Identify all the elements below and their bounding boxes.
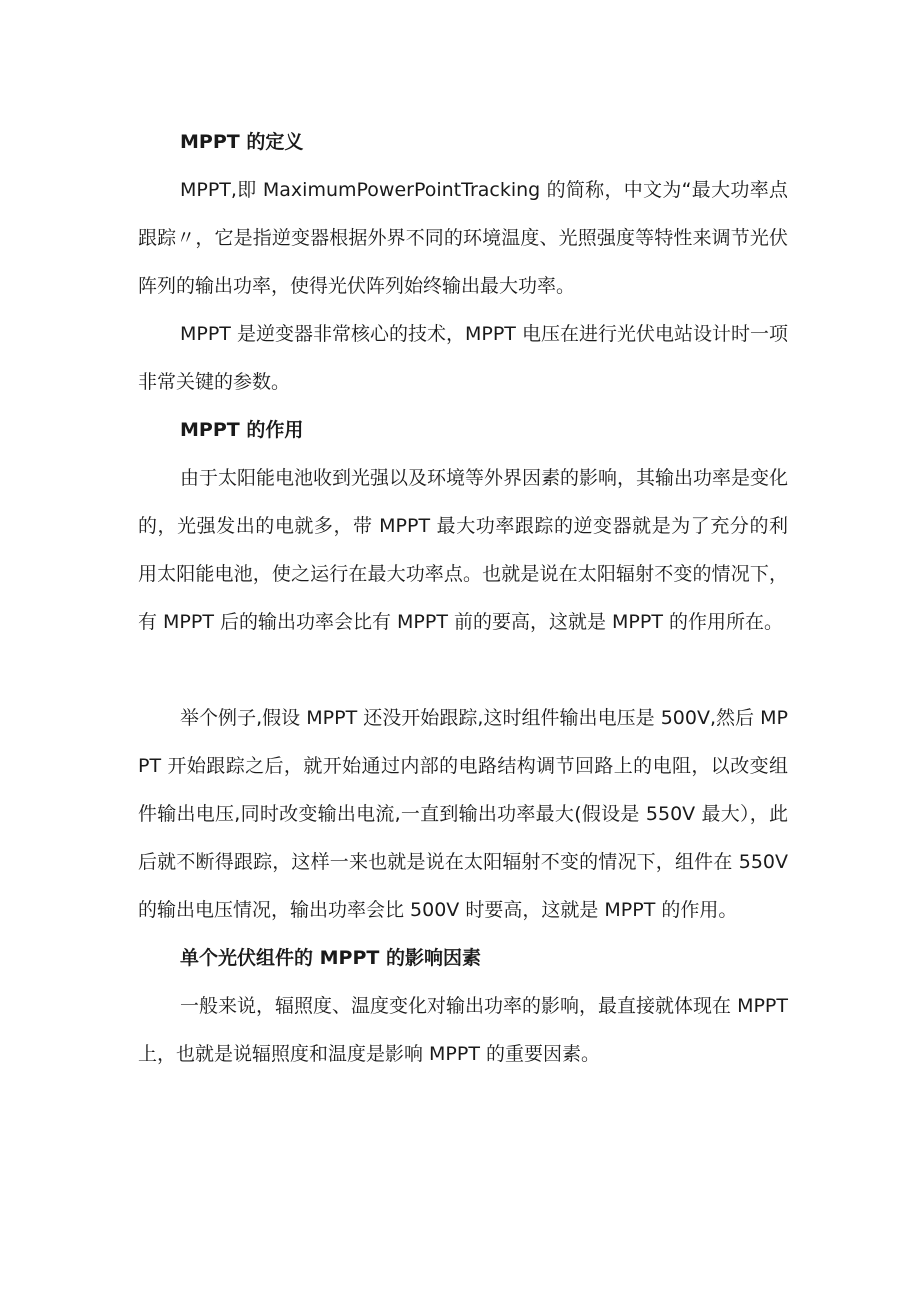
heading-mppt-factors: 单个光伏组件的 MPPT 的影响因素 xyxy=(180,947,481,969)
heading-mppt-function: MPPT 的作用 xyxy=(180,419,304,441)
paragraph-mppt-function-example: 举个例子,假设 MPPT 还没开始跟踪,这时组件输出电压是 500V,然后 MPPT 开始跟踪之后，就开始通过内部的电路结构调节回路上的电阻，以改变组件输出电压,同时改变输出电流,一直到输出功率最大(假设是 550V 最大），此后就不断得跟踪，这样一来也就是说在太阳辐射不变的情况下，组件在 550V 的输出电压情况，输出功率会比 500V 时要高，这就是 MPPT 的作用。 xyxy=(138,707,788,921)
heading-mppt-definition: MPPT 的定义 xyxy=(180,131,304,153)
paragraph-mppt-definition-1: MPPT,即 MaximumPowerPointTracking 的简称，中文为“最大功率点跟踪〃，它是指逆变器根据外界不同的环境温度、光照强度等特性来调节光伏阵列的输出功率，使得光伏阵列始终输出最大功率。 xyxy=(138,179,788,297)
paragraph-mppt-function-1: 由于太阳能电池收到光强以及环境等外界因素的影响，其输出功率是变化的，光强发出的电就多，带 MPPT 最大功率跟踪的逆变器就是为了充分的利用太阳能电池，使之运行在最大功率点。也就是说在太阳辐射不变的情况下，有 MPPT 后的输出功率会比有 MPPT 前的要高，这就是 MPPT 的作用所在。 xyxy=(138,467,789,633)
paragraph-spacer xyxy=(138,646,788,694)
paragraph-mppt-definition-2: MPPT 是逆变器非常核心的技术，MPPT 电压在进行光伏电站设计时一项非常关键的参数。 xyxy=(138,323,788,393)
paragraph-mppt-factors-1: 一般来说，辐照度、温度变化对输出功率的影响，最直接就体现在 MPPT 上，也就是说辐照度和温度是影响 MPPT 的重要因素。 xyxy=(138,995,788,1065)
document-body xyxy=(138,118,788,1078)
